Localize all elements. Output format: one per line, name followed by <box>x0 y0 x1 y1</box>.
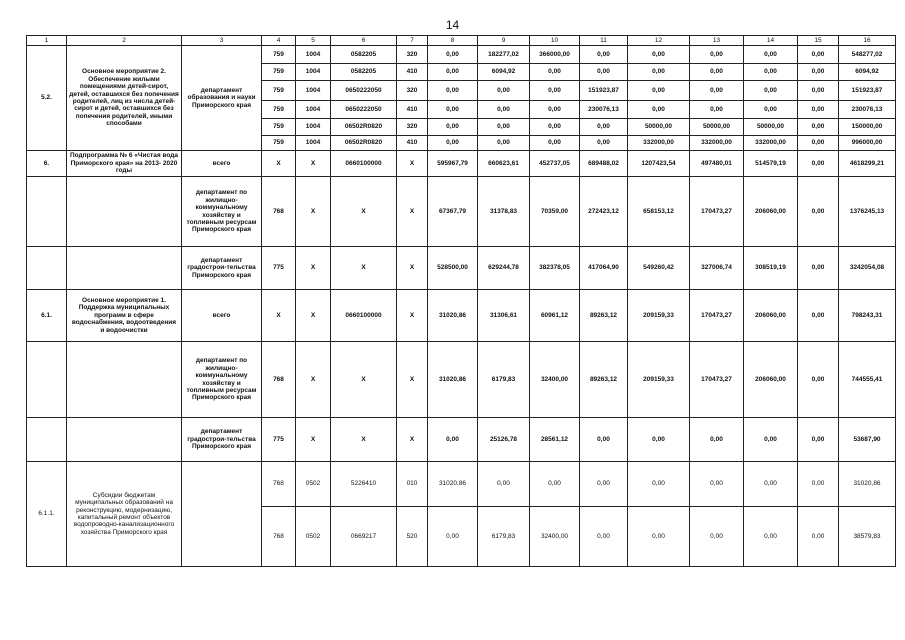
data-cell: 332000,00 <box>690 136 744 151</box>
data-cell: 332000,00 <box>628 136 690 151</box>
data-cell: 0,00 <box>530 462 580 507</box>
data-cell: 0,00 <box>478 101 530 119</box>
data-cell: 0650222050 <box>331 81 397 101</box>
data-cell: 70359,00 <box>530 177 580 247</box>
data-cell: 0,00 <box>798 46 839 64</box>
data-cell: 0,00 <box>628 46 690 64</box>
data-cell: 53687,90 <box>839 418 896 462</box>
activity-name: Подпрограмма № 6 «Чистая вода Приморского края» на 2013- 2020 годы <box>67 151 182 177</box>
data-cell: 0,00 <box>478 119 530 136</box>
data-cell: 0,00 <box>428 418 478 462</box>
header-cell: 4 <box>262 36 296 46</box>
data-cell: 0,00 <box>530 101 580 119</box>
row-number: 6. <box>27 151 67 177</box>
data-cell: 0650222050 <box>331 101 397 119</box>
data-cell: 0,00 <box>580 136 628 151</box>
data-cell: X <box>331 177 397 247</box>
data-cell: 0,00 <box>744 462 798 507</box>
data-cell: 520 <box>397 507 428 567</box>
data-cell: 759 <box>262 119 296 136</box>
data-cell: 0,00 <box>798 507 839 567</box>
data-cell: 151923,87 <box>580 81 628 101</box>
data-cell: 206060,00 <box>744 290 798 342</box>
data-cell: 31020,86 <box>428 462 478 507</box>
row-number-empty <box>27 247 67 290</box>
data-cell: 410 <box>397 101 428 119</box>
data-cell: X <box>397 418 428 462</box>
row-number-empty <box>27 418 67 462</box>
activity-name: Основное мероприятие 2. Обеспечение жилыми помещениями детей-сирот, детей, оставшихся без попечения родителей, лиц из числа детей-сирот и детей, оставшихся без попечения родителей, иными способами <box>67 46 182 151</box>
data-cell: 0,00 <box>478 462 530 507</box>
data-cell: 0660100000 <box>331 290 397 342</box>
data-cell: 1004 <box>296 119 331 136</box>
data-cell: 230076,13 <box>580 101 628 119</box>
data-cell: 230076,13 <box>839 101 896 119</box>
data-cell: 89263,12 <box>580 342 628 418</box>
data-cell: X <box>296 151 331 177</box>
data-cell: 759 <box>262 136 296 151</box>
executor: департамент градострои-тельства Приморского края <box>182 418 262 462</box>
data-cell: 0,00 <box>690 507 744 567</box>
data-cell: 25126,78 <box>478 418 530 462</box>
data-cell: 0,00 <box>690 101 744 119</box>
data-cell: 0,00 <box>580 64 628 81</box>
data-cell: X <box>397 342 428 418</box>
data-cell: 689488,02 <box>580 151 628 177</box>
data-cell: 768 <box>262 177 296 247</box>
data-cell: 209159,33 <box>628 290 690 342</box>
data-cell: X <box>331 342 397 418</box>
data-cell: 0,00 <box>428 46 478 64</box>
data-cell: 6179,83 <box>478 507 530 567</box>
budget-table <box>26 35 896 567</box>
data-cell: 0,00 <box>744 64 798 81</box>
data-cell: 595967,79 <box>428 151 478 177</box>
data-cell: 60961,12 <box>530 290 580 342</box>
data-cell: 4618299,21 <box>839 151 896 177</box>
data-cell: 417064,90 <box>580 247 628 290</box>
activity-name-empty <box>67 418 182 462</box>
header-cell: 7 <box>397 36 428 46</box>
data-cell: X <box>397 290 428 342</box>
data-cell: 3242054,08 <box>839 247 896 290</box>
data-cell: 31306,61 <box>478 290 530 342</box>
data-cell: 308519,19 <box>744 247 798 290</box>
data-cell: 1004 <box>296 101 331 119</box>
data-cell: 320 <box>397 46 428 64</box>
row-number-empty <box>27 342 67 418</box>
data-cell: 514579,19 <box>744 151 798 177</box>
data-cell: X <box>262 151 296 177</box>
row-number: 6.1.1. <box>27 462 67 567</box>
data-cell: 170473,27 <box>690 177 744 247</box>
data-cell: 38579,83 <box>839 507 896 567</box>
data-cell: 0,00 <box>428 119 478 136</box>
data-cell: 0,00 <box>798 342 839 418</box>
data-cell: 332000,00 <box>744 136 798 151</box>
data-cell: X <box>331 247 397 290</box>
data-cell: 0,00 <box>428 81 478 101</box>
row-number: 5.2. <box>27 46 67 151</box>
data-cell: 410 <box>397 136 428 151</box>
data-cell: 0,00 <box>428 136 478 151</box>
data-cell: 151923,87 <box>839 81 896 101</box>
data-cell: 182277,02 <box>478 46 530 64</box>
data-cell: 0,00 <box>628 64 690 81</box>
data-cell: 768 <box>262 342 296 418</box>
data-cell: 0,00 <box>798 418 839 462</box>
data-cell: 759 <box>262 101 296 119</box>
data-cell: 759 <box>262 64 296 81</box>
data-cell: 06502R0820 <box>331 136 397 151</box>
data-cell: 0,00 <box>690 64 744 81</box>
data-cell: 0,00 <box>690 81 744 101</box>
data-cell: 31020,86 <box>839 462 896 507</box>
data-cell: X <box>262 290 296 342</box>
data-cell: X <box>296 177 331 247</box>
data-cell: 50000,00 <box>690 119 744 136</box>
data-cell: 759 <box>262 81 296 101</box>
data-cell: 170473,27 <box>690 290 744 342</box>
table-row <box>27 247 896 290</box>
data-cell: 320 <box>397 81 428 101</box>
data-cell: 272423,12 <box>580 177 628 247</box>
data-cell: 0,00 <box>628 462 690 507</box>
data-cell: 28561,12 <box>530 418 580 462</box>
data-cell: 0,00 <box>798 247 839 290</box>
data-cell: 0,00 <box>798 177 839 247</box>
header-cell: 15 <box>798 36 839 46</box>
table-row <box>27 418 896 462</box>
data-cell: 0,00 <box>580 507 628 567</box>
data-cell: 50000,00 <box>628 119 690 136</box>
table-row <box>27 177 896 247</box>
data-cell: 0,00 <box>428 101 478 119</box>
data-cell: 0,00 <box>798 81 839 101</box>
data-cell: 327006,74 <box>690 247 744 290</box>
data-cell: 366000,00 <box>530 46 580 64</box>
activity-name-empty <box>67 177 182 247</box>
data-cell: 0,00 <box>530 81 580 101</box>
data-cell: 0,00 <box>798 290 839 342</box>
header-cell: 2 <box>67 36 182 46</box>
data-cell: 0,00 <box>580 119 628 136</box>
data-cell: 1004 <box>296 81 331 101</box>
header-cell: 14 <box>744 36 798 46</box>
data-cell: 549260,42 <box>628 247 690 290</box>
data-cell: 497480,01 <box>690 151 744 177</box>
data-cell: 775 <box>262 247 296 290</box>
data-cell: 0,00 <box>744 101 798 119</box>
executor: департамент по жилищно-коммунальному хозяйству и топливным ресурсам Приморского края <box>182 177 262 247</box>
table-row <box>27 46 896 64</box>
header-cell: 3 <box>182 36 262 46</box>
data-cell: 658153,12 <box>628 177 690 247</box>
executor: департамент градострои-тельства Приморского края <box>182 247 262 290</box>
data-cell: 0582205 <box>331 64 397 81</box>
page-number: 14 <box>445 18 460 32</box>
data-cell: 0,00 <box>690 46 744 64</box>
data-cell: 1207423,54 <box>628 151 690 177</box>
data-cell: 0502 <box>296 507 331 567</box>
header-cell: 8 <box>428 36 478 46</box>
row-number-empty <box>27 177 67 247</box>
data-cell: 206060,00 <box>744 342 798 418</box>
header-cell: 13 <box>690 36 744 46</box>
data-cell: 0,00 <box>628 507 690 567</box>
data-cell: 0,00 <box>428 507 478 567</box>
data-cell: 1004 <box>296 64 331 81</box>
data-cell: 31020,86 <box>428 290 478 342</box>
data-cell: 744555,41 <box>839 342 896 418</box>
data-cell: 6094,92 <box>478 64 530 81</box>
data-cell: X <box>397 151 428 177</box>
data-cell: 660623,61 <box>478 151 530 177</box>
data-cell: 320 <box>397 119 428 136</box>
data-cell: 410 <box>397 64 428 81</box>
data-cell: 528500,00 <box>428 247 478 290</box>
header-cell: 1 <box>27 36 67 46</box>
data-cell: 0669217 <box>331 507 397 567</box>
executor: всего <box>182 290 262 342</box>
data-cell: 0660100000 <box>331 151 397 177</box>
activity-name: Субсидии бюджетам муниципальных образований на реконструкцию, модернизацию, капитальный ремонт объектов водопроводно-канализационного хозяйства Приморского края <box>67 462 182 567</box>
data-cell: 89263,12 <box>580 290 628 342</box>
data-cell: 382378,05 <box>530 247 580 290</box>
activity-name-empty <box>67 342 182 418</box>
table-row <box>27 462 896 507</box>
data-cell: 31378,83 <box>478 177 530 247</box>
data-cell: 170473,27 <box>690 342 744 418</box>
header-cell: 10 <box>530 36 580 46</box>
data-cell: 0502 <box>296 462 331 507</box>
data-cell: 0,00 <box>744 507 798 567</box>
data-cell: 0,00 <box>628 101 690 119</box>
data-cell: 06502R0820 <box>331 119 397 136</box>
data-cell: 0,00 <box>530 64 580 81</box>
data-cell: X <box>397 177 428 247</box>
data-cell: 629244,78 <box>478 247 530 290</box>
data-cell: 0,00 <box>690 462 744 507</box>
header-cell: 11 <box>580 36 628 46</box>
data-cell: 0,00 <box>628 418 690 462</box>
data-cell: 5226410 <box>331 462 397 507</box>
data-cell: X <box>397 247 428 290</box>
data-cell: 0,00 <box>580 462 628 507</box>
data-cell: 798243,31 <box>839 290 896 342</box>
data-cell: 1376245,13 <box>839 177 896 247</box>
data-cell: X <box>296 418 331 462</box>
data-cell: 0,00 <box>798 462 839 507</box>
data-cell: 150000,00 <box>839 119 896 136</box>
data-cell: 6179,83 <box>478 342 530 418</box>
data-cell: 1004 <box>296 136 331 151</box>
data-cell: 209159,33 <box>628 342 690 418</box>
data-cell: 0,00 <box>798 136 839 151</box>
activity-name: Основное мероприятие 1. Поддержка муниципальных программ в сфере водоснабжения, водоотведения и водоочистки <box>67 290 182 342</box>
data-cell: 32400,00 <box>530 342 580 418</box>
data-cell: 0,00 <box>580 46 628 64</box>
data-cell: 0,00 <box>478 136 530 151</box>
data-cell: 0,00 <box>798 101 839 119</box>
data-cell: 0,00 <box>744 46 798 64</box>
data-cell: 1004 <box>296 46 331 64</box>
executor: департамент по жилищно-коммунальному хозяйству и топливным ресурсам Приморского края <box>182 342 262 418</box>
data-cell: 0,00 <box>530 136 580 151</box>
data-cell: 759 <box>262 46 296 64</box>
data-cell: 775 <box>262 418 296 462</box>
data-cell: 67367,79 <box>428 177 478 247</box>
data-cell: 996000,00 <box>839 136 896 151</box>
data-cell: 32400,00 <box>530 507 580 567</box>
table-row <box>27 151 896 177</box>
table-row <box>27 290 896 342</box>
data-cell: 0,00 <box>690 418 744 462</box>
data-cell: 31020,86 <box>428 342 478 418</box>
data-cell: X <box>296 247 331 290</box>
activity-name-empty <box>67 247 182 290</box>
data-cell: 0,00 <box>478 81 530 101</box>
data-cell: 0,00 <box>744 81 798 101</box>
data-cell: 768 <box>262 507 296 567</box>
header-row <box>27 36 896 46</box>
header-cell: 9 <box>478 36 530 46</box>
data-cell: 010 <box>397 462 428 507</box>
data-cell: 0,00 <box>744 418 798 462</box>
data-cell: 0582205 <box>331 46 397 64</box>
data-cell: X <box>296 342 331 418</box>
executor: департамент образования и науки Приморского края <box>182 46 262 151</box>
header-cell: 6 <box>331 36 397 46</box>
executor: всего <box>182 151 262 177</box>
data-cell: 50000,00 <box>744 119 798 136</box>
data-cell: 548277,02 <box>839 46 896 64</box>
header-cell: 5 <box>296 36 331 46</box>
data-cell: 0,00 <box>798 64 839 81</box>
data-cell: 0,00 <box>628 81 690 101</box>
data-cell: 0,00 <box>580 418 628 462</box>
data-cell: 452737,05 <box>530 151 580 177</box>
executor <box>182 462 262 567</box>
data-cell: X <box>296 290 331 342</box>
data-cell: 6094,92 <box>839 64 896 81</box>
data-cell: 206060,00 <box>744 177 798 247</box>
data-cell: 0,00 <box>530 119 580 136</box>
header-cell: 12 <box>628 36 690 46</box>
header-cell: 16 <box>839 36 896 46</box>
data-cell: X <box>331 418 397 462</box>
data-cell: 768 <box>262 462 296 507</box>
data-cell: 0,00 <box>428 64 478 81</box>
data-cell: 0,00 <box>798 119 839 136</box>
table-row <box>27 342 896 418</box>
row-number: 6.1. <box>27 290 67 342</box>
data-cell: 0,00 <box>798 151 839 177</box>
